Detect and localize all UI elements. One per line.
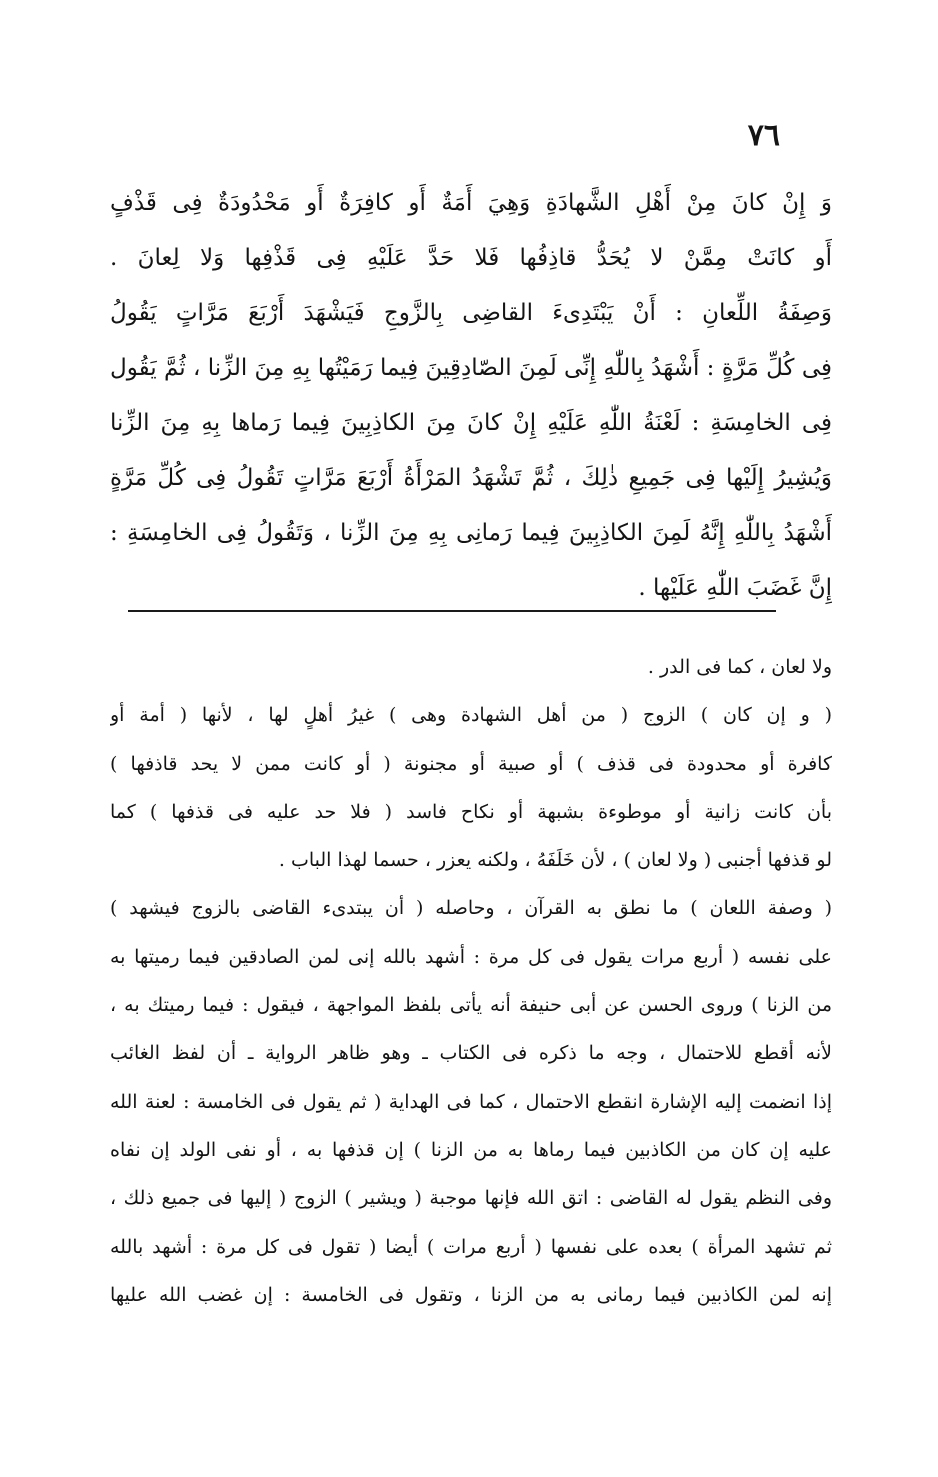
commentary-line: ثم تشهد المرأة ) بعده على نفسها ( أربع مرات ) أيضا ( تقول فى كل مرة : أشهد بالله xyxy=(110,1235,832,1258)
commentary-line: على نفسه ( أربع مرات يقول فى كل مرة : أشهد بالله إنى لمن الصادقين فيما رميتها به xyxy=(110,945,832,968)
commentary-line: ( و إن كان ) الزوج ( من أهل الشهادة وهى ) غيرُ أهلٍ لها ، لأنها ( أمة أو xyxy=(110,704,832,727)
main-text-line: فِى الخامِسَةِ : لَعْنَةُ اللّٰهِ عَلَيْهِ إِنْ كانَ مِنَ الكاذِبِينَ فِيما رَماها بِهِ مِنَ الزِّنا xyxy=(110,410,832,436)
commentary-line: عليه إن كان من الكاذبين فيما رماها به من الزنا ) إن قذفها به ، أو نفى الولد إن نفاه xyxy=(110,1138,832,1161)
main-text-line: وَصِفَةُ اللِّعانِ : أَنْ يَبْتَدِىءَ القاضِى بِالزَّوجِ فَيَشْهَدَ أَرْبَعَ مَرَّاتٍ يَقُولُ xyxy=(110,300,832,326)
main-text-line: أَشْهَدُ بِاللّٰهِ إِنَّهُ لَمِنَ الكاذِبِينَ فِيما رَمانِى بِهِ مِنَ الزِّنا ، وَتَقُولُ فِى الخامِسَةِ : xyxy=(110,520,832,546)
commentary-block xyxy=(110,643,832,1319)
main-text-line: إِنَّ غَضَبَ اللّٰهِ عَلَيْها . xyxy=(638,575,832,601)
main-text-line: وَ إِنْ كانَ مِنْ أَهْلِ الشَّهادَةِ وَهِيَ أَمَةٌ أَو كافِرَةٌ أَو مَحْدُودَةٌ فِى قَذْفٍ xyxy=(110,190,832,216)
commentary-line: لأنه أقطع للاحتمال ، وجه ما ذكره فى الكتاب ـ وهو ظاهر الرواية ـ أن لفظ الغائب xyxy=(110,1042,832,1065)
commentary-line: بأن كانت زانية أو موطوءة بشبهة أو نكاح فاسد ( فلا حد عليه فى قذفها ) كما xyxy=(110,800,832,823)
commentary-line: إنه لمن الكاذبين فيما رمانى به من الزنا ، وتقول فى الخامسة : إن غضب الله عليها xyxy=(110,1283,832,1306)
commentary-line: كافرة أو محدودة فى قذف ) أو صبية أو مجنونة ( أو كانت ممن لا يحد قاذفها ) xyxy=(110,752,832,775)
commentary-line: وفى النظم يقول له القاضى : اتق الله فإنها موجبة ( ويشير ) الزوج ( إليها فى جميع ذلك ، xyxy=(110,1187,832,1210)
main-text-block xyxy=(110,176,832,616)
page-number: ٧٦ xyxy=(747,118,780,153)
commentary-line: لو قذفها أجنبى ( ولا لعان ) ، لأن خَلَفَهُ ، ولكنه يعزر ، حسما لهذا الباب . xyxy=(278,849,832,872)
main-text-line: فِى كُلِّ مَرَّةٍ : أَشْهَدُ بِاللّٰهِ إِنِّى لَمِنَ الصّادِقِينَ فِيما رَمَيْتُها بِهِ مِنَ الزِّنا ، ثُمَّ يَقُول xyxy=(110,355,832,381)
main-text-line: أَو كانَتْ مِمَّنْ لا يُحَدُّ قاذِفُها فَلا حَدَّ عَلَيْهِ فِى قَذْفِها وَلا لِعانَ . xyxy=(110,245,832,271)
main-text-line: وَيُشِيرُ إِلَيْها فِى جَمِيعِ ذٰلِكَ ، ثُمَّ تَشْهَدُ المَرْأَةُ أَرْبَعَ مَرَّاتٍ تَقُولُ فِى كُلِّ مَرَّةٍ xyxy=(110,465,832,491)
commentary-line: ولا لعان ، كما فى الدر . xyxy=(647,656,832,678)
commentary-line: من الزنا ) وروى الحسن عن أبى حنيفة أنه يأتى بلفظ المواجهة ، فيقول : فيما رميتك به ، xyxy=(110,994,832,1017)
commentary-line: إذا انضمت إليه الإشارة انقطع الاحتمال ، كما فى الهداية ( ثم يقول فى الخامسة : لعنة الله xyxy=(110,1090,832,1113)
commentary-line: ( وصفة اللعان ) ما نطق به القرآن ، وحاصله ( أن يبتدىء القاضى بالزوج فيشهد ) xyxy=(110,897,832,920)
section-divider xyxy=(128,610,776,612)
